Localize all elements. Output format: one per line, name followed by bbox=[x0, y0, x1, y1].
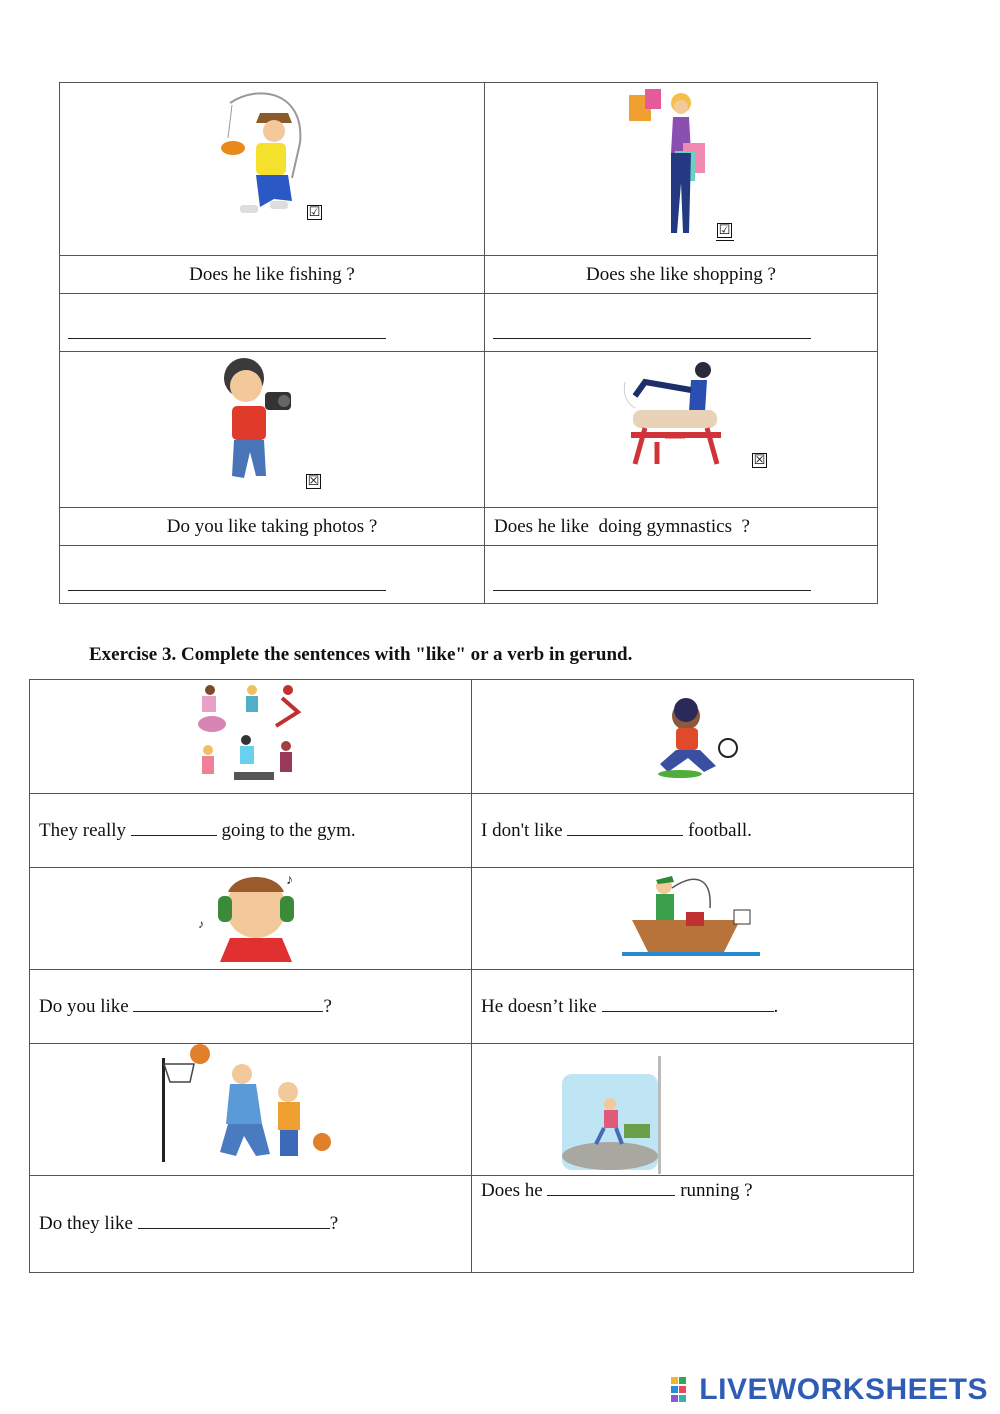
sentence-boat-before: He doesn’t like bbox=[481, 995, 602, 1017]
sentence-boat-after: . bbox=[773, 995, 779, 1017]
blank-boat[interactable] bbox=[602, 1010, 774, 1012]
gym-image-cell bbox=[30, 680, 472, 794]
basketball-kids-illustration bbox=[30, 1044, 472, 1176]
fishing-boy-illustration bbox=[60, 83, 485, 256]
running-image-cell bbox=[472, 1044, 914, 1176]
gymnast-illustration bbox=[485, 352, 878, 508]
sentence-boat bbox=[472, 970, 914, 1044]
sentence-running-after: running ? bbox=[675, 1180, 753, 1201]
crossed-box-icon[interactable]: ☒ bbox=[753, 453, 766, 468]
sentence-gym-after: going to the gym. bbox=[216, 819, 356, 841]
exercise3-heading: Exercise 3. Complete the sentences with "like" or a verb in gerund. bbox=[89, 644, 633, 665]
running-boy-illustration bbox=[472, 1044, 914, 1176]
answer-fishing-cell bbox=[60, 294, 485, 352]
sentence-gym-before: They really bbox=[39, 819, 131, 841]
checked-box-icon[interactable]: ☑ bbox=[308, 205, 321, 220]
answer-gymnastics-input[interactable] bbox=[493, 590, 811, 591]
question-gymnastics: Does he like doing gymnastics ? bbox=[485, 508, 878, 546]
question-shopping: Does she like shopping ? bbox=[485, 256, 878, 294]
fishing-boat-image-cell bbox=[472, 868, 914, 970]
blank-football[interactable] bbox=[567, 834, 683, 836]
checked-box-icon[interactable]: ☑ bbox=[718, 223, 731, 238]
blank-music[interactable] bbox=[133, 1010, 323, 1012]
sentence-basketball bbox=[30, 1176, 472, 1273]
question-photos: Do you like taking photos ? bbox=[60, 508, 485, 546]
logo-text: LIVEWORKSHEETS bbox=[699, 1373, 988, 1406]
blank-basketball[interactable] bbox=[138, 1227, 330, 1229]
sentence-running bbox=[472, 1176, 914, 1273]
answer-shopping-cell bbox=[485, 294, 878, 352]
crossed-box-icon[interactable]: ☒ bbox=[307, 474, 320, 489]
liveworksheets-logo bbox=[671, 1373, 988, 1407]
sentence-music-before: Do you like bbox=[39, 995, 134, 1017]
shopping-image-cell bbox=[485, 83, 878, 256]
logo-mark-icon bbox=[671, 1377, 695, 1403]
answer-fishing-input[interactable] bbox=[68, 338, 386, 339]
blank-running[interactable] bbox=[547, 1194, 675, 1196]
sentence-running-before: Does he bbox=[481, 1180, 548, 1201]
exercise3-table bbox=[29, 679, 914, 1273]
exercise2-table bbox=[59, 82, 878, 604]
sentence-football bbox=[472, 794, 914, 868]
music-boy-illustration bbox=[30, 868, 472, 970]
football-boy-illustration bbox=[472, 680, 914, 794]
gym-people-illustration bbox=[30, 680, 472, 794]
photographer-boy-illustration bbox=[60, 352, 485, 508]
sentence-music-after: ? bbox=[323, 995, 332, 1017]
gymnastics-image-cell bbox=[485, 352, 878, 508]
fisherman-boat-illustration bbox=[472, 868, 914, 970]
sentence-gym bbox=[30, 794, 472, 868]
shopping-girl-illustration bbox=[485, 83, 878, 256]
answer-gymnastics-cell bbox=[485, 546, 878, 604]
music-image-cell bbox=[30, 868, 472, 970]
sentence-football-before: I don't like bbox=[481, 819, 568, 841]
fishing-image-cell bbox=[60, 83, 485, 256]
svg-text:♪: ♪ bbox=[198, 917, 204, 931]
sentence-music bbox=[30, 970, 472, 1044]
blank-gym[interactable] bbox=[131, 834, 217, 836]
answer-shopping-input[interactable] bbox=[493, 338, 811, 339]
question-fishing: Does he like fishing ? bbox=[60, 256, 485, 294]
photos-image-cell bbox=[60, 352, 485, 508]
sentence-basketball-after: ? bbox=[329, 1213, 339, 1234]
svg-text:♪: ♪ bbox=[286, 873, 293, 888]
answer-photos-cell bbox=[60, 546, 485, 604]
check-underline bbox=[716, 240, 734, 241]
sentence-basketball-before: Do they like bbox=[39, 1213, 138, 1234]
answer-photos-input[interactable] bbox=[68, 590, 386, 591]
sentence-football-after: football. bbox=[683, 819, 752, 841]
basketball-image-cell bbox=[30, 1044, 472, 1176]
football-image-cell bbox=[472, 680, 914, 794]
